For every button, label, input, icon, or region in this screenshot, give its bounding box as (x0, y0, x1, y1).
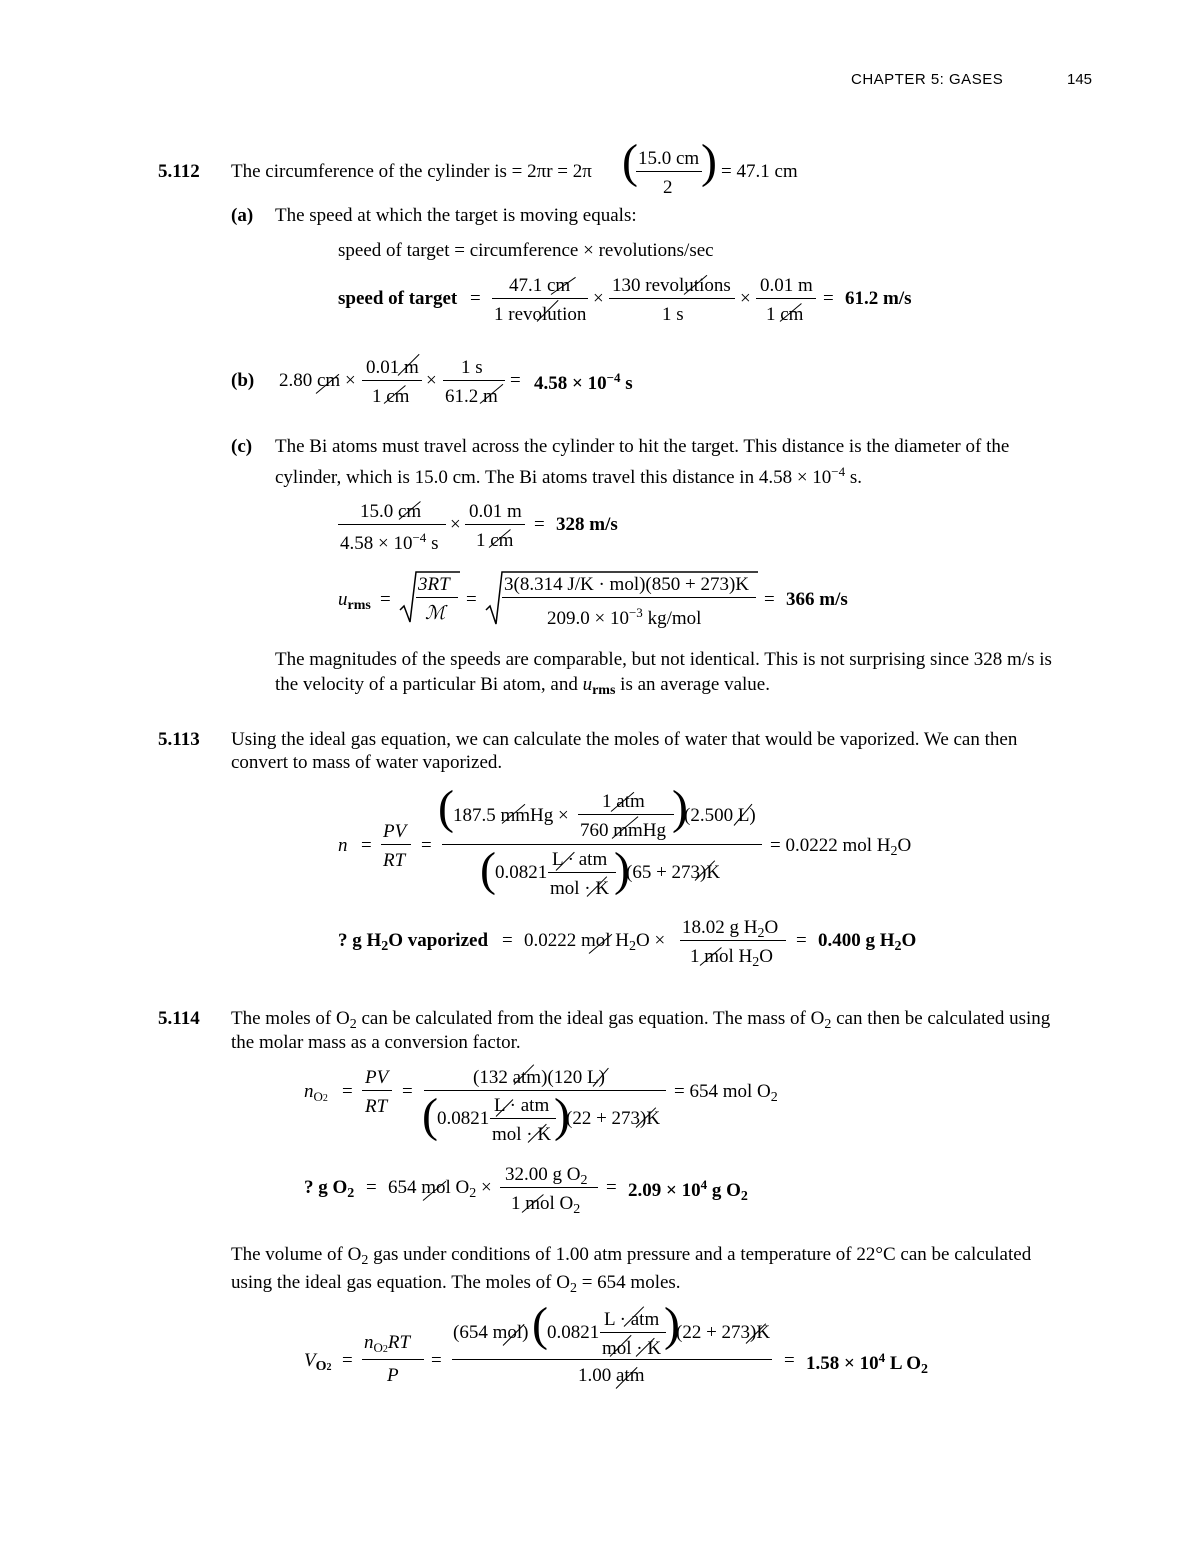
equals: = (342, 1350, 353, 1371)
o2-moles-result: = 654 mol $O_2$ (674, 1081, 778, 1105)
fraction-bar (578, 814, 674, 815)
paren-left: ( (438, 781, 454, 834)
b-frac2-num: 1 s (461, 357, 483, 378)
paren-right: ) (614, 843, 630, 896)
fraction-bar (362, 1359, 424, 1360)
part-c-line2: cylinder, which is 15.0 cm. The Bi atoms travel this distance in $4.58 \times 10^{-4}$ s. (275, 464, 863, 488)
frac3-den: 1 cm (766, 304, 804, 325)
problem-5-113-number: 5.113 (158, 729, 200, 750)
top-part-a: 187.5 mmHg × (453, 805, 569, 826)
paren-left: ( (480, 843, 496, 896)
equals: = (366, 1177, 377, 1198)
vaporized-mid: 0.0222 mol $H_2O$ × (524, 930, 666, 954)
paren-left: ( (622, 135, 638, 188)
fraction-bar (490, 1118, 556, 1119)
part-c-conclusion-1: The magnitudes of the speeds are comparable, but not identical. This is not surprising since 328 m/s is (275, 649, 1052, 670)
pv-num: PV (383, 821, 407, 842)
v-bottom: 1.00 atm (578, 1365, 645, 1386)
v-den: P (387, 1365, 399, 1386)
equals: = (470, 288, 481, 309)
frac2-num: 130 revolutions (612, 275, 731, 296)
circumference-intro: The circumference of the cylinder is = 2πr = 2π (231, 161, 592, 182)
frac1-den: 1 revolution (494, 304, 587, 325)
v-o2-lhs: $V_{O2}$ (304, 1350, 332, 1374)
frac2-den: 1 s (662, 304, 684, 325)
equals: = (342, 1081, 353, 1102)
molar-mass-den: 1 mol $H_2O$ (690, 946, 774, 970)
fraction-bar (609, 298, 735, 299)
speed-result: 61.2 m/s (845, 288, 912, 309)
o2-r-den: mol · K (492, 1124, 552, 1145)
sqrt1-den: ℳ (425, 603, 446, 624)
fraction-bar (362, 1090, 392, 1091)
top-frac-num: 1 atm (602, 791, 645, 812)
g-o2-lhs: ? g $O_2$ (304, 1177, 355, 1201)
v-r-den: mol · K (602, 1338, 662, 1359)
problem-5-112-number: 5.112 (158, 161, 200, 182)
problem-5-114-number: 5.114 (158, 1008, 200, 1029)
page-number: 145 (1067, 71, 1093, 88)
equals: = (510, 370, 521, 391)
o2-molar-num: 32.00 g $O_2$ (505, 1164, 588, 1188)
equals: = (431, 1350, 442, 1371)
volume-text-2: using the ideal gas equation. The moles of $O_2 = 654$ moles. (231, 1272, 681, 1296)
equals: = (784, 1350, 795, 1371)
paren-right: ) (672, 781, 688, 834)
o2-top: (132 atm)(120 L) (473, 1067, 605, 1088)
paren-right: ) (554, 1089, 570, 1142)
o2-molar-den: 1 mol $O_2$ (511, 1193, 581, 1217)
fraction-bar (756, 298, 816, 299)
b-frac1-den: 1 cm (372, 386, 410, 407)
rt-den: RT (365, 1096, 388, 1117)
fraction-bar (416, 597, 458, 598)
sqrt2-num: 3(8.314 J/K · mol)(850 + 273)K (504, 574, 750, 595)
n-symbol: n (338, 835, 348, 856)
fraction-bar (381, 844, 411, 845)
part-c-conclusion-2: the velocity of a particular Bi atom, and $u_{rms}$ is an average value. (275, 674, 770, 698)
main-fraction-bar (452, 1359, 772, 1360)
p113-line2: convert to mass of water vaporized. (231, 752, 503, 773)
fraction-bar (500, 1187, 598, 1188)
c-frac2-num: 0.01 m (469, 501, 522, 522)
p114-line1: The moles of $O_2$ can be calculated from the ideal gas equation. The mass of $O_2$ can then be calculated using (231, 1008, 1051, 1032)
b-result: $4.58 \times 10^{-4}$ s (534, 370, 633, 394)
frac3-num: 0.01 m (760, 275, 813, 296)
fraction-bar (362, 380, 422, 381)
v-r-num: L · atm (604, 1309, 660, 1330)
r-frac-num: L · atm (552, 849, 608, 870)
g-o2-result: $2.09 \times 10^4$ g $O_2$ (628, 1177, 748, 1204)
r-frac-den: mol · K (550, 878, 610, 899)
times: × (593, 288, 604, 309)
c-frac1-num: 15.0 cm (360, 501, 422, 522)
part-a-label: (a) (231, 205, 254, 226)
sqrt2-den: $209.0 \times 10^{-3}$ kg/mol (547, 605, 702, 629)
equals: = (380, 589, 391, 610)
fraction-bar (502, 597, 756, 598)
top-part-b: (2.500 L) (684, 805, 756, 826)
equals: = (421, 835, 432, 856)
chapter-header: CHAPTER 5: GASES (851, 71, 1004, 88)
c-frac2-den: 1 cm (476, 530, 514, 551)
b-frac1-num: 0.01 m (366, 357, 419, 378)
equals: = (361, 835, 372, 856)
sqrt1-num: 3RT (418, 574, 450, 595)
equals: = (402, 1081, 413, 1102)
speed-lhs: speed of target (338, 288, 458, 309)
urms-result: 366 m/s (786, 589, 848, 610)
part-c-line1: The Bi atoms must travel across the cylinder to hit the target. This distance is the diameter of the (275, 436, 1010, 457)
o2-bottom-b: (22 + 273)K (566, 1108, 661, 1129)
circ-numerator: 15.0 cm (638, 148, 700, 169)
circ-denominator: 2 (663, 177, 673, 198)
fraction-bar (680, 940, 786, 941)
paren-left: ( (532, 1298, 548, 1351)
paren-right: ) (664, 1298, 680, 1351)
fraction-bar (492, 298, 588, 299)
paren-left: ( (422, 1089, 438, 1142)
rt-den: RT (383, 850, 406, 871)
molar-mass-num: 18.02 g $H_2O$ (682, 917, 779, 941)
bottom-part-b: (65 + 273)K (626, 862, 721, 883)
n-result: = 0.0222 mol $H_2O$ (770, 835, 912, 859)
v-num: $n_{O2}RT$ (364, 1332, 411, 1355)
times: × (426, 370, 437, 391)
times: × (450, 514, 461, 535)
o2-r-num: L · atm (494, 1095, 550, 1116)
b-frac2-den: 61.2 m (445, 386, 498, 407)
paren-right: ) (701, 135, 717, 188)
v-result: $1.58 \times 10^4$ L $O_2$ (806, 1350, 928, 1377)
equals: = (606, 1177, 617, 1198)
v-top-c: (22 + 273)K (676, 1322, 771, 1343)
volume-text-1: The volume of $O_2$ gas under conditions of 1.00 atm pressure and a temperature of 22°C can be calculated (231, 1244, 1032, 1268)
c-result: 328 m/s (556, 514, 618, 535)
fraction-bar (636, 171, 702, 172)
p113-line1: Using the ideal gas equation, we can calculate the moles of water that would be vaporized. We can then (231, 729, 1018, 750)
p114-line2: the molar mass as a conversion factor. (231, 1032, 521, 1053)
part-a-text: The speed at which the target is moving equals: (275, 205, 637, 226)
speed-definition: speed of target = circumference × revolutions/sec (338, 240, 714, 261)
equals: = (796, 930, 807, 951)
equals: = (823, 288, 834, 309)
part-c-label: (c) (231, 436, 253, 457)
vaporized-result: 0.400 g $H_2O$ (818, 930, 917, 954)
v-top-b: 0.0821 (547, 1322, 600, 1343)
c-frac1-den: $4.58 \times 10^{-4}$ s (340, 530, 439, 554)
part-b-start: 2.80 cm × (279, 370, 356, 391)
frac1-num: 47.1 cm (509, 275, 571, 296)
pv-num: PV (365, 1067, 389, 1088)
equals: = (534, 514, 545, 535)
top-frac-den: 760 mmHg (580, 820, 667, 841)
part-b-label: (b) (231, 370, 255, 391)
n-o2-lhs: $n_{O2}$ (304, 1081, 328, 1104)
v-top-a: (654 mol) (453, 1322, 529, 1343)
vaporized-lhs: ? g $H_2O$ vaporized (338, 930, 489, 954)
fraction-bar (548, 872, 616, 873)
bottom-part-a: 0.0821 (495, 862, 548, 883)
equals: = (764, 589, 775, 610)
fraction-bar (443, 380, 505, 381)
g-o2-mid: 654 mol $O_2$ × (388, 1177, 492, 1201)
circ-result: = 47.1 cm (721, 161, 798, 182)
o2-bottom-a: 0.0821 (437, 1108, 490, 1129)
urms-lhs: $u_{rms}$ (338, 589, 371, 613)
fraction-bar (600, 1332, 666, 1333)
main-fraction-bar (424, 1090, 666, 1091)
fraction-bar (338, 524, 446, 525)
times: × (740, 288, 751, 309)
equals: = (502, 930, 513, 951)
equals: = (466, 589, 477, 610)
fraction-bar (465, 524, 525, 525)
